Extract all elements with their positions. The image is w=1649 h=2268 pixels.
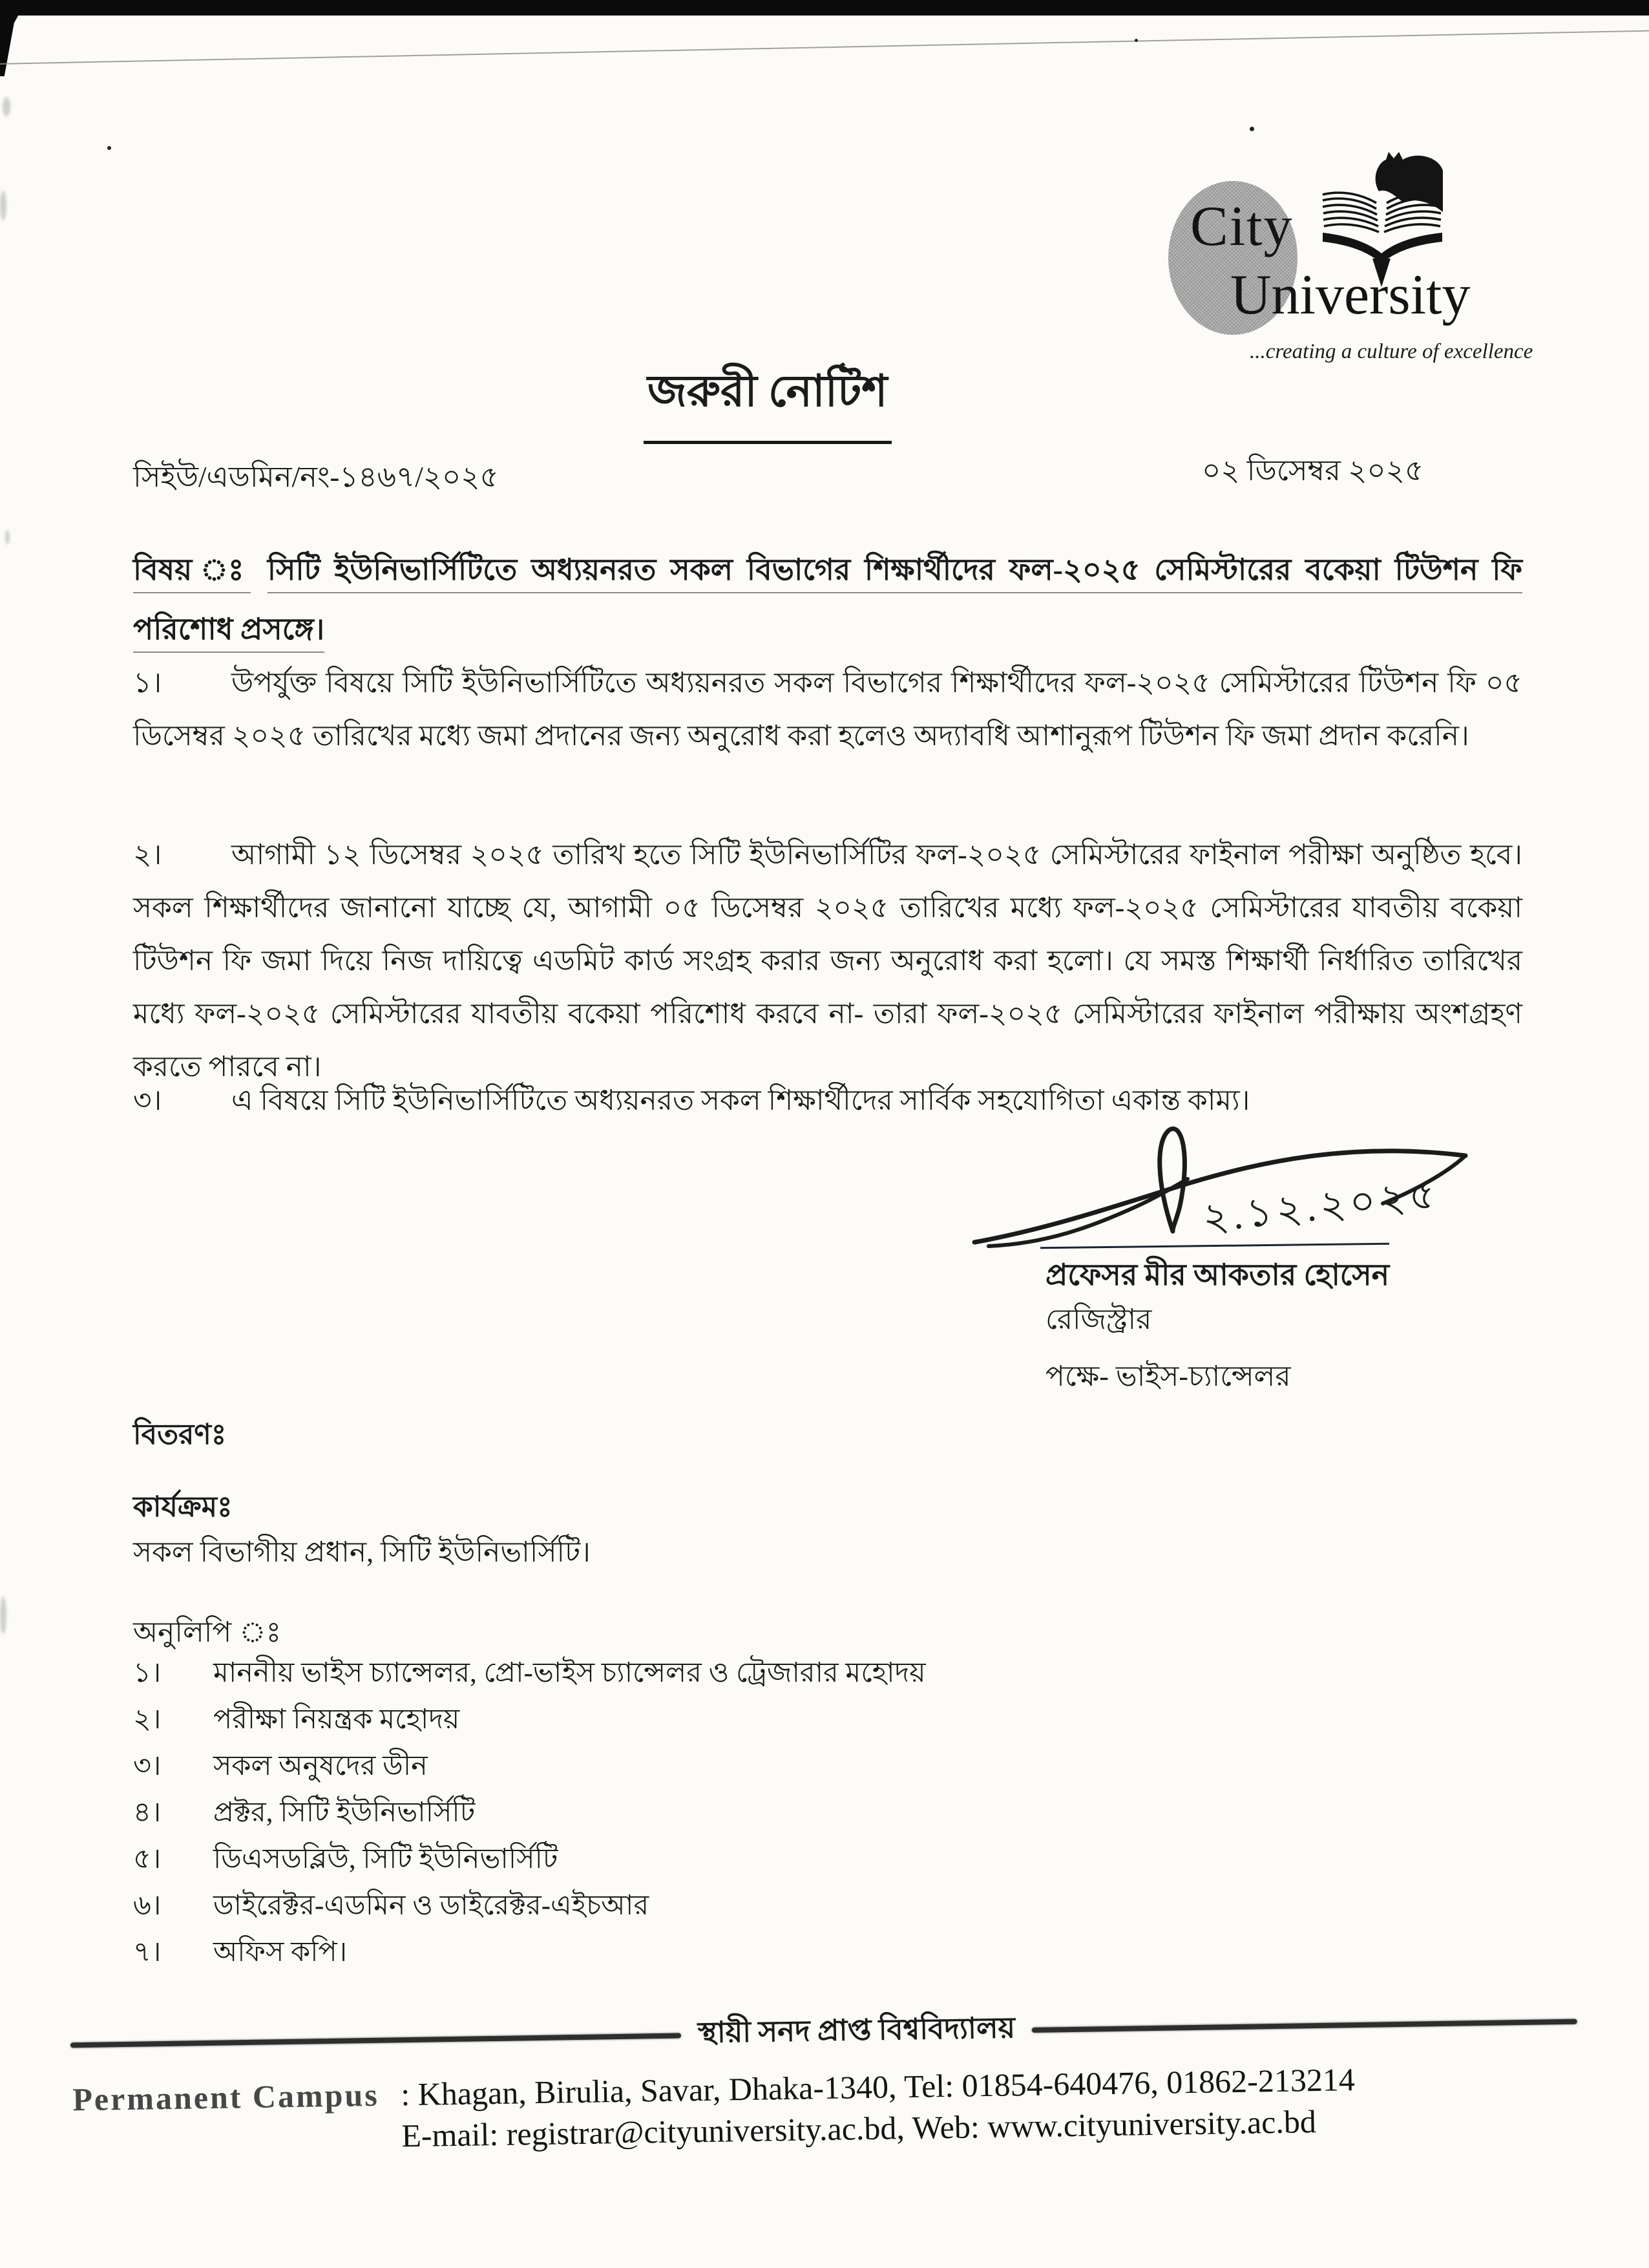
- cc-item-number: ৩।: [133, 1751, 162, 1781]
- paragraph-text: উপর্যুক্ত বিষয়ে সিটি ইউনিভার্সিটিতে অধ্যয়নরত সকল বিভাগের শিক্ষার্থীদের ফল-২০২৫ সেমিস্টারের টিউশন ফি ০৫ ডিসেম্বর ২০২৫ তারিখের মধ্যে জমা প্রদানের জন্য অনুরোধ করা হলেও অদ্যাবধি আশানুরূপ টিউশন ফি জমা প্রদান করেনি।: [133, 667, 1522, 752]
- cc-item-text: মাননীয় ভাইস চ্যান্সেলর, প্রো-ভাইস চ্যান্সেলর ও ট্রেজারার মহোদয়: [213, 1658, 926, 1688]
- logo-wordmark-university: University: [1230, 264, 1471, 326]
- subject-label: বিষয় ঃ: [133, 553, 251, 586]
- paragraph-text: আগামী ১২ ডিসেম্বর ২০২৫ তারিখ হতে সিটি ইউনিভার্সিটির ফল-২০২৫ সেমিস্টারের ফাইনাল পরীক্ষা অনুষ্ঠিত হবে। সকল শিক্ষার্থীদের জানানো যাচ্ছে যে, আগামী ০৫ ডিসেম্বর ২০২৫ তারিখের মধ্যে ফল-২০২৫ সেমিস্টারের যাবতীয় বকেয়া টিউশন ফি জমা দিয়ে নিজ দায়িত্বে এডমিট কার্ড সংগ্রহ করার জন্য অনুরোধ করা হলো। যে সমস্ত শিক্ষার্থী নির্ধারিত তারিখের মধ্যে ফল-২০২৫ সেমিস্টারের যাবতীয় বকেয়া পরিশোধ করবে না- তারা ফল-২০২৫ সেমিস্টারের ফাইনাল পরীক্ষায় অংশগ্রহণ করতে পারবে না।: [133, 839, 1522, 1083]
- signatory-designation: রেজিস্ট্রার: [1045, 1304, 1152, 1335]
- cc-item-number: ৪।: [133, 1797, 162, 1828]
- paragraph-1: [133, 657, 1522, 763]
- cc-item: [133, 1931, 1490, 1978]
- scan-smudge: [3, 97, 10, 116]
- cc-item-number: ২।: [133, 1704, 162, 1735]
- scan-smudge: [5, 530, 10, 544]
- cc-item-number: ৫।: [133, 1844, 162, 1874]
- footer-rule-right: [1032, 2019, 1577, 2032]
- cc-item-number: ১।: [133, 1658, 162, 1688]
- signatory-on-behalf: পক্ষে- ভাইস-চ্যান্সেলর: [1045, 1361, 1291, 1392]
- paragraph-2: [133, 829, 1522, 1094]
- cc-item-text: সকল অনুষদের ডীন: [213, 1751, 428, 1781]
- cc-list: [133, 1652, 1490, 1978]
- cc-item: [133, 1792, 1490, 1838]
- scan-edge-artifact-top: [0, 0, 1649, 16]
- cc-item: [133, 1652, 1490, 1699]
- handwritten-date: ২.১২.২০২৫: [1201, 1172, 1442, 1241]
- subject-line: [133, 540, 1522, 659]
- logo-wordmark-city: City: [1190, 195, 1294, 258]
- action-text: সকল বিভাগীয় প্রধান, সিটি ইউনিভার্সিটি।: [133, 1536, 591, 1568]
- scan-speck: [1250, 127, 1254, 131]
- scan-line-artifact: [0, 30, 1649, 65]
- paragraph-number: ৩।: [133, 1085, 162, 1116]
- scan-smudge: [0, 1596, 6, 1634]
- letter-footer: [0, 1996, 1649, 2161]
- reference-number: সিইউ/এডমিন/নং-১৪৬৭/২০২৫: [133, 461, 499, 493]
- paragraph-number: ১।: [133, 667, 162, 699]
- cc-item-text: অফিস কপি।: [213, 1937, 348, 1967]
- scan-speck: [1135, 39, 1138, 42]
- scan-speck: [107, 146, 111, 150]
- subject-text: সিটি ইউনিভার্সিটিতে অধ্যয়নরত সকল বিভাগের শিক্ষার্থীদের ফল-২০২৫ সেমিস্টারের বকেয়া টিউশন ফি পরিশোধ প্রসঙ্গে।: [133, 553, 1522, 646]
- cc-heading: অনুলিপি ঃ: [133, 1616, 282, 1648]
- footer-rule-left: [70, 2033, 681, 2048]
- campus-label: Permanent Campus: [72, 2076, 380, 2118]
- logo-tagline: ...creating a culture of excellence: [1250, 340, 1533, 363]
- cc-item-text: ডিএসডব্লিউ, সিটি ইউনিভার্সিটি: [213, 1844, 558, 1874]
- university-logo: [1163, 154, 1577, 393]
- notice-date: ০২ ডিসেম্বর ২০২৫: [1202, 454, 1424, 487]
- email-web-line: E-mail: registrar@cityuniversity.ac.bd, Web: www.cityuniversity.ac.bd: [401, 2103, 1317, 2154]
- cc-item-text: প্রক্টর, সিটি ইউনিভার্সিটি: [213, 1797, 476, 1828]
- scan-smudge: [0, 191, 6, 220]
- paragraph-text: এ বিষয়ে সিটি ইউনিভার্সিটিতে অধ্যয়নরত সকল শিক্ষার্থীদের সার্বিক সহযোগিতা একান্ত কাম্য।: [231, 1085, 1250, 1116]
- signatory-name: প্রফেসর মীর আকতার হোসেন: [1045, 1258, 1390, 1291]
- cc-item: [133, 1745, 1490, 1792]
- distribution-heading: বিতরণঃ: [133, 1419, 227, 1450]
- cc-item-number: ৭।: [133, 1937, 162, 1967]
- accreditation-row: [0, 1996, 1648, 2070]
- notice-title: জরুরী নোটিশ: [644, 357, 892, 444]
- accreditation-text: স্থায়ী সনদ প্রাপ্ত বিশ্ববিদ্যালয়: [697, 2011, 1016, 2050]
- paragraph-3: [133, 1074, 1522, 1127]
- paragraph-number: ২।: [133, 839, 162, 871]
- cc-item: [133, 1838, 1490, 1885]
- action-heading: কার্যক্রমঃ: [133, 1491, 233, 1523]
- cc-item-text: পরীক্ষা নিয়ন্ত্রক মহোদয়: [213, 1704, 460, 1735]
- cc-item: [133, 1885, 1490, 1931]
- cc-item-text: ডাইরেক্টর-এডমিন ও ডাইরেক্টর-এইচআর: [213, 1891, 649, 1921]
- cc-item: [133, 1699, 1490, 1745]
- campus-address: : Khagan, Birulia, Savar, Dhaka-1340, Tel: 01854-640476, 01862-213214: [400, 2061, 1356, 2113]
- cc-item-number: ৬।: [133, 1891, 162, 1921]
